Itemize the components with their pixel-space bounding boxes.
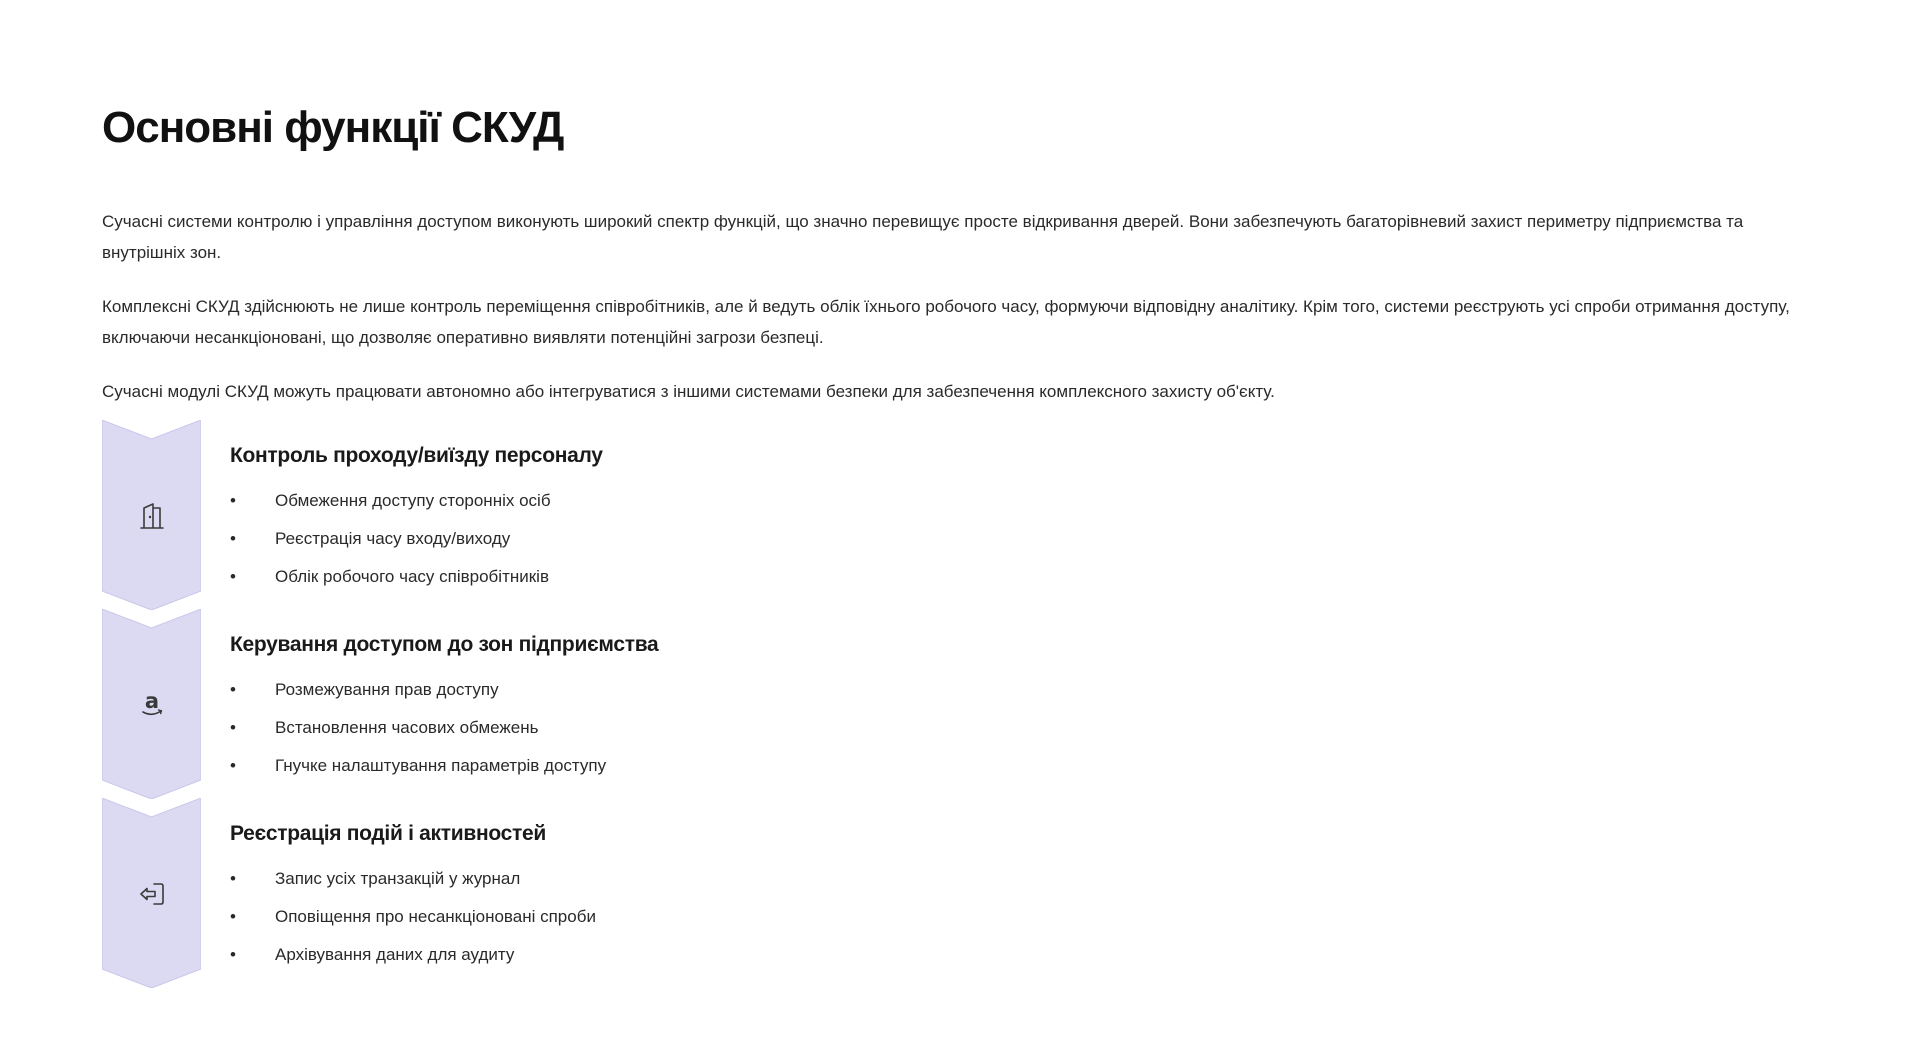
feature-event-logging	[102, 798, 1502, 987]
chevron-step-3	[102, 798, 201, 988]
bullet-dot: •	[230, 907, 236, 926]
list-item-text: Гнучке налаштування параметрів доступу	[275, 756, 607, 775]
feature-zone-access	[102, 609, 1502, 798]
bullet-dot: •	[230, 491, 236, 510]
feature-body-3	[230, 818, 596, 974]
feature-title: Керування доступом до зон підприємства	[230, 633, 659, 656]
feature-bullets	[230, 860, 596, 974]
chevron-step-1	[102, 420, 201, 610]
feature-body-1	[230, 440, 603, 596]
list-item-text: Обмеження доступу сторонніх осіб	[275, 491, 551, 510]
door-icon	[136, 500, 168, 532]
list-item	[230, 709, 658, 747]
list-item	[230, 558, 603, 596]
list-item-text: Запис усіх транзакцій у журнал	[275, 869, 521, 888]
bullet-dot: •	[230, 718, 236, 737]
list-item	[230, 936, 596, 974]
feature-access-control	[102, 420, 1502, 609]
list-item	[230, 671, 658, 709]
intro-paragraph-3: Сучасні модулі СКУД можуть працювати автономно або інтегруватися з іншими системами безпеки для забезпечення комплексного захисту об'єкту.	[102, 382, 1275, 401]
chevron-step-2	[102, 609, 201, 799]
list-item-text: Оповіщення про несанкціоновані спроби	[275, 907, 596, 926]
feature-bullets	[230, 482, 603, 596]
intro-paragraph-1: Сучасні системи контролю і управління доступом виконують широкий спектр функцій, що значно перевищує просте відкривання дверей. Вони забезпечують багаторівневий захист периметру підприємства та внутрішніх зон.	[102, 212, 1744, 262]
svg-text:a: a	[144, 689, 160, 713]
feature-title: Реєстрація подій і активностей	[230, 822, 546, 845]
list-item	[230, 860, 596, 898]
feature-body-2	[230, 629, 658, 785]
list-item	[230, 747, 658, 785]
bullet-dot: •	[230, 680, 236, 699]
bullet-dot: •	[230, 945, 236, 964]
list-item-text: Реєстрація часу входу/виходу	[275, 529, 511, 548]
list-item	[230, 482, 603, 520]
feature-bullets	[230, 671, 658, 785]
feature-list	[102, 420, 1502, 987]
feature-title: Контроль проходу/виїзду персоналу	[230, 444, 603, 467]
sign-in-icon	[136, 878, 168, 910]
list-item-text: Встановлення часових обмежень	[275, 718, 539, 737]
intro-paragraph-2: Комплексні СКУД здійснюють не лише контроль переміщення співробітників, але й ведуть облік їхнього робочого часу, формуючи відповідну аналітику. Крім того, системи реєструють усі спроби отримання доступу, включаючи несанкціоновані, що дозволяє оперативно виявляти потенційні загрози безпеці.	[102, 297, 1790, 347]
list-item-text: Розмежування прав доступу	[275, 680, 499, 699]
bullet-dot: •	[230, 869, 236, 888]
page-title: Основні функції СКУД	[102, 103, 564, 152]
amazon-logo-icon	[136, 689, 168, 721]
bullet-dot: •	[230, 756, 236, 775]
list-item-text: Архівування даних для аудиту	[275, 945, 515, 964]
list-item-text: Облік робочого часу співробітників	[275, 567, 549, 586]
list-item	[230, 898, 596, 936]
bullet-dot: •	[230, 529, 236, 548]
list-item	[230, 520, 603, 558]
intro-text	[102, 206, 1813, 407]
bullet-dot: •	[230, 567, 236, 586]
